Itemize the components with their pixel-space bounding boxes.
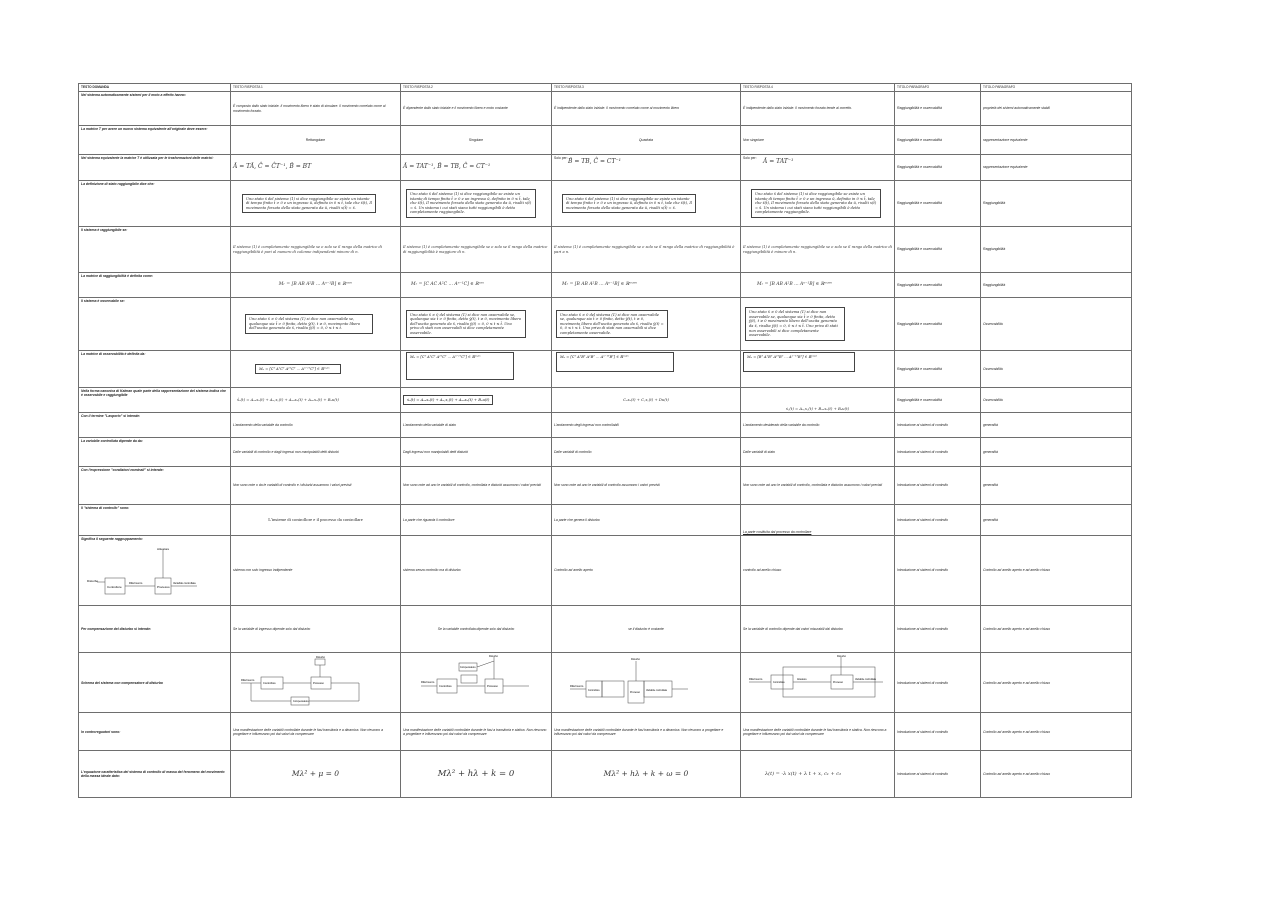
- diagram-label-controllore: Controllore: [263, 682, 276, 685]
- answer-cell[interactable]: [231, 273, 401, 298]
- definition-box: Uno stato x̄ del sistema (1) si dice raggiungibile se esiste un istante di tempo finito t̄ > 0 e un ingresso ū, definito in 0 ≤ t̄, tale che x̄(t), Il movimento forzato dello stato generato da ū, risulti x(t̄) = x̄.: [242, 194, 376, 214]
- answer-cell[interactable]: [741, 751, 895, 798]
- answer-cell[interactable]: Non singolare: [741, 126, 895, 155]
- paragraph-cell[interactable]: Controllo ad anello aperto e ad anello chiuso: [981, 606, 1132, 653]
- formula: x̂ₐ(t) = Aₐₐxₐ(t) + Aₐ꜀x꜀(t) + Aₐₒxₒ(t) + Aₐₙxₙ(t) + Bₐu(t): [237, 396, 339, 402]
- diagram-label-disturbo: Disturbo: [489, 655, 498, 658]
- question-cell[interactable]: La variabile controllata dipende da da:: [79, 438, 231, 467]
- diagram-label-variabile: Variabile controllata: [855, 678, 876, 681]
- paragraph-cell[interactable]: Introduzione ai sistemi di controllo: [895, 467, 981, 505]
- header-cell[interactable]: TITOLO PARAGRAFO: [981, 84, 1132, 92]
- formula: Mᵣ = [B AB A²B … Aⁿ⁻¹B] ∈ ℝⁿˣⁿᵐ: [562, 282, 638, 288]
- answer-cell[interactable]: [401, 181, 552, 227]
- diagram-label-controllore: Controllore: [773, 681, 785, 684]
- answer-cell[interactable]: [401, 155, 552, 181]
- definition-box: Uno stato x̄ ≠ 0 del sistema (1) si dice non osservabile se, qualunque sia t̄ > 0 finito, detto ȳ(t), t ≥ 0, movimento libero dell'uscita generato da x̄, risulta ȳ(t) = 0, 0 ≤ t ≤ t̄. Uno privo di stati non osservabili si dice completamente osservabile.: [556, 310, 668, 339]
- answer-cell[interactable]: sistema senza controllo ma di disturbo: [401, 536, 552, 606]
- diagram-label-riferimento: Riferimento: [421, 681, 435, 684]
- answer-cell[interactable]: L'andamento degli ingressi non controllabili: [552, 413, 741, 438]
- answer-cell[interactable]: L'andamento della variabile da controllo: [231, 413, 401, 438]
- question-cell[interactable]: Nella forma canonica di Kalman quale parte della rappresentazione del sistema indica che è osservabile e raggiungibile: [79, 388, 231, 413]
- answer-cell[interactable]: Quadrata: [552, 126, 741, 155]
- definition-box: Mₒ = [Cᵀ AᵀBᵀ A²Bᵀ … Aⁿ⁻¹ᵀBᵀ] ∈ ℝⁿˣᵖⁿ: [556, 352, 674, 372]
- diagram-label-riferimento: Riferimento: [749, 678, 763, 681]
- definition-box: Uno stato x̄ del sistema (1) si dice raggiungibile se esiste un istante di tempo finito t̄ > 0 e un ingresso ū, definito in 0 ≤ t̄, tale che x̄(t), Il movimento forzato dello stato generato da ū, risulti x(t̄) = x̄.: [562, 194, 696, 214]
- formula: λ(t) = -λ x(t) + λ t + x, c₁ + c₂: [765, 771, 842, 778]
- table-row: [79, 467, 1132, 505]
- answer-cell[interactable]: È dipendente dallo stato iniziale e il movimento libero e moto costante: [401, 92, 552, 126]
- diagram-label-processo: Processo: [833, 681, 843, 684]
- compensator-diagram-3: [552, 653, 740, 711]
- diagram-label-riferimento: Riferimento: [570, 685, 584, 688]
- answer-cell[interactable]: Dalle variabili di controllo e dagli ingressi non manipolabili detti disturbi: [231, 438, 401, 467]
- header-cell[interactable]: TESTO RISPOSTA 2: [401, 84, 552, 92]
- diagram-label-attuatore: Attuatore: [157, 547, 170, 552]
- diagram-label-controllore: Controllore: [107, 585, 122, 590]
- diagram-label-riferimento: Riferimento: [241, 679, 255, 682]
- definition-box: Uno stato x̄ del sistema (1) si dice raggiungibile se esiste un istante di tempo finito t̄ > 0 e un ingresso ū, definito in 0 ≤ t̄, tale che x̄(t̄), Il movimento forzato dello stato generato da ū, risulti x(t̄) = x̄. Un sistema i cui stati siano tutti raggiungibili è detto completamente raggiungibile.: [751, 189, 881, 218]
- answer-cell[interactable]: [401, 273, 552, 298]
- diagram-label-riferimento: Riferimento: [129, 582, 143, 586]
- question-cell[interactable]: Il sistema è osservabile se:: [79, 298, 231, 351]
- definition-box: Uno stato x̄ ≠ 0 del sistema (1) si dice non osservabile se, qualunque sia t̄ > 0 finito, detto ȳ(t), t ≥ 0, movimento libero dell'uscita generato da x̄, risulta ȳ(t) = 0, 0 ≤ t ≤ t̄. Uno privo di stati non osservabili si dice completamente osservabile.: [406, 310, 526, 339]
- answer-cell[interactable]: se il disturbo è costante: [552, 606, 741, 653]
- formula: ẋₐ(t) = Aₐₐxₐ(t) + Aₐ꜀x꜀(t) + Aₐₒxₒ(t) + Bₐu(t): [403, 395, 493, 406]
- formula: Â = TAT⁻¹: [763, 158, 794, 166]
- paragraph-cell[interactable]: Raggiungibilità: [981, 227, 1132, 273]
- answer-cell[interactable]: [552, 351, 741, 388]
- answer-cell[interactable]: controllo ad anello chiuso: [741, 536, 895, 606]
- answer-cell[interactable]: [401, 653, 552, 713]
- question-cell[interactable]: La matrice di osservabilità è definita da:: [79, 351, 231, 388]
- spreadsheet: [78, 83, 1131, 798]
- paragraph-cell[interactable]: Introduzione ai sistemi di controllo: [895, 505, 981, 536]
- paragraph-cell[interactable]: generalità: [981, 438, 1132, 467]
- answer-cell[interactable]: Una manifestazione delle variabili controllate durante le fasi transitoria e a dinamica. Non riescono a progettare e influenzano poi dai valori da compensare: [552, 713, 741, 751]
- paragraph-cell[interactable]: Introduzione ai sistemi di controllo: [895, 751, 981, 798]
- question-cell[interactable]: [79, 536, 231, 606]
- answer-cell[interactable]: Se la variabile controllata dipende solo dal disturbo: [401, 606, 552, 653]
- question-cell[interactable]: Con l'espressione "condizioni nominali" si intende:: [79, 467, 231, 505]
- paragraph-cell[interactable]: generalità: [981, 505, 1132, 536]
- question-cell[interactable]: Nel sistema automaticamente sistemi per il moto a effetto hanno:: [79, 92, 231, 126]
- answer-prefix: Solo per:: [743, 156, 757, 160]
- table-row: [79, 273, 1132, 298]
- answer-cell[interactable]: Rettangolare: [231, 126, 401, 155]
- answer-cell[interactable]: [231, 751, 401, 798]
- table-row: [79, 298, 1132, 351]
- table-row: [79, 126, 1132, 155]
- answer-cell[interactable]: È indipendente dallo stato iniziale. Il movimento forzato tende al corretto.: [741, 92, 895, 126]
- definition-box: Mₒ = [Bᵀ AᵀBᵀ A²ᵀBᵀ … Aⁿ⁻¹ᵀBᵀ] ∈ ℝⁿˣᵖⁿ: [743, 352, 855, 372]
- answer-cell[interactable]: [552, 388, 741, 413]
- answer-cell[interactable]: Una manifestazione delle variabili controllate durante le fasi transitoria e statica. Non riescono a progettare e influenzano poi dai valori da compensare: [741, 713, 895, 751]
- question-text: Significa il seguente raggruppamento:: [81, 537, 143, 541]
- header-cell[interactable]: TESTO RISPOSTA 4: [741, 84, 895, 92]
- paragraph-cell[interactable]: Controllo ad anello aperto e ad anello chiuso: [981, 751, 1132, 798]
- diagram-label-variabile: Variabile controllata: [646, 689, 667, 692]
- compensator-diagram-2: [401, 653, 551, 711]
- answer-cell[interactable]: È indipendente dallo stato iniziale. Il movimento correlato come al movimento libero: [552, 92, 741, 126]
- answer-cell[interactable]: [552, 273, 741, 298]
- formula: Â = TAT⁻¹, B̂ = TB, Ĉ = CT⁻¹: [403, 163, 491, 171]
- open-loop-diagram: [79, 542, 229, 602]
- answer-cell[interactable]: Controllo ad anello aperto: [552, 536, 741, 606]
- diagram-label-disturbo: Disturbo: [87, 579, 99, 584]
- answer-cell[interactable]: Il sistema (1) è completamente raggiungibile se e solo se il rango della matrice di raggiungibilità è pari a n.: [552, 227, 741, 273]
- table-row: [79, 536, 1132, 606]
- formula: Mᵣ = [B AB A²B … Aⁿ⁻¹B] ∈ ℝⁿˣᵐ: [278, 282, 353, 288]
- paragraph-cell[interactable]: Introduzione ai sistemi di controllo: [895, 536, 981, 606]
- answer-cell[interactable]: Dagli ingressi non manipolabili detti disturbi: [401, 438, 552, 467]
- answer-cell[interactable]: [231, 181, 401, 227]
- diagram-label-processo: Processo: [157, 585, 170, 590]
- paragraph-cell[interactable]: rappresentazione equivalente: [981, 126, 1132, 155]
- formula: Mλ² + hλ + k + ω = 0: [603, 768, 689, 778]
- compensator-diagram-4: [741, 653, 895, 711]
- answer-cell[interactable]: [552, 181, 741, 227]
- answer-cell[interactable]: [401, 298, 552, 351]
- answer-cell[interactable]: [741, 298, 895, 351]
- answer-cell[interactable]: Se la variabile di ingresso dipende solo dal disturbo: [231, 606, 401, 653]
- definition-box: Mₒ = [Cᵀ AᵀCᵀ A²ᵀCᵀ … Aⁿ⁻¹ᵀCᵀ] ∈ ℝⁿˣᵖⁿ: [406, 352, 514, 380]
- answer-cell[interactable]: La parte che genera il disturbo: [552, 505, 741, 536]
- diagram-label-processo: Processo: [313, 682, 324, 685]
- question-table: [78, 83, 1132, 798]
- diagram-label-compensatore: Compensatore: [293, 700, 309, 703]
- answer-cell[interactable]: La parte costituita dal processo da controllare: [741, 505, 895, 536]
- table-row: [79, 227, 1132, 273]
- answer-cell[interactable]: [231, 653, 401, 713]
- formula: Cₐxₐ(t) + C꜀x꜀(t) + Du(t): [623, 396, 669, 402]
- definition-box: Uno stato x̄ ≠ 0 del sistema (1) si dice non osservabile se, qualunque sia t̄ > 0 finito, detto ȳ(t), t ≥ 0, movimento libero dell'uscita generato da x̄, risulta ȳ(t) = 0, 0 ≤ t ≤ t̄.: [245, 314, 373, 334]
- paragraph-cell[interactable]: Controllo ad anello aperto e ad anello chiuso: [981, 653, 1132, 713]
- paragraph-cell[interactable]: Raggiungibilità e osservabilità: [895, 298, 981, 351]
- question-cell[interactable]: Il sistema è raggiungibile se:: [79, 227, 231, 273]
- formula: Ã = TÃ, Ĉ = ĈT⁻¹, B̂ = BT: [233, 163, 312, 171]
- table-row: [79, 653, 1132, 713]
- formula: ẋ꜀(t) = Aₐ꜀x꜀(t) + Bₐₙxₙ(t) + Bₐu(t): [785, 405, 850, 411]
- table-row: [79, 388, 1132, 413]
- paragraph-cell[interactable]: proprietà dei sistemi automaticamente stabili: [981, 92, 1132, 126]
- question-cell[interactable]: Nel sistema equivalente la matrice T è utilizzata per le trasformazioni delle matrici:: [79, 155, 231, 181]
- answer-cell[interactable]: Singolare: [401, 126, 552, 155]
- table-row: [79, 438, 1132, 467]
- answer-cell[interactable]: [231, 155, 401, 181]
- answer-cell[interactable]: La parte che riguarda il controllore: [401, 505, 552, 536]
- answer-cell[interactable]: [231, 351, 401, 388]
- diagram-label-processo: Processo: [487, 685, 498, 688]
- paragraph-cell[interactable]: Raggiungibilità e osservabilità: [895, 181, 981, 227]
- table-row: [79, 505, 1132, 536]
- question-cell[interactable]: La matrice T per avere un nuovo sistema equivalente all'originale deve essere:: [79, 126, 231, 155]
- header-cell[interactable]: TESTO RISPOSTA 1: [231, 84, 401, 92]
- paragraph-cell[interactable]: Raggiungibilità e osservabilità: [895, 273, 981, 298]
- answer-cell[interactable]: [741, 273, 895, 298]
- diagram-label-disturbo: Disturbo: [316, 656, 325, 659]
- header-cell[interactable]: TESTO RISPOSTA 3: [552, 84, 741, 92]
- header-row: [79, 84, 1132, 92]
- paragraph-cell[interactable]: Raggiungibilità: [981, 273, 1132, 298]
- diagram-label-variabile: Variabile controllata: [173, 582, 196, 586]
- answer-cell[interactable]: Se la variabile di controllo dipende dai valori misurabili dal disturbo: [741, 606, 895, 653]
- answer-cell[interactable]: [552, 653, 741, 713]
- paragraph-cell[interactable]: Introduzione ai sistemi di controllo: [895, 653, 981, 713]
- answer-cell[interactable]: [741, 388, 895, 413]
- answer-cell[interactable]: Dalle variabili di stato: [741, 438, 895, 467]
- answer-cell[interactable]: [552, 298, 741, 351]
- answer-cell[interactable]: È composto dallo stato iniziale. Il movimento libero è stato di simulare. Il movimento correlato come al movimento forzato.: [231, 92, 401, 126]
- answer-cell[interactable]: Non sono note o da le variabili di controllo e i disturbi assumono i valori previsti: [231, 467, 401, 505]
- paragraph-cell[interactable]: Osservabilità: [981, 351, 1132, 388]
- answer-cell[interactable]: [741, 181, 895, 227]
- diagram-label-disturbo: Disturbo: [631, 658, 640, 661]
- paragraph-cell[interactable]: generalità: [981, 413, 1132, 438]
- answer-cell[interactable]: Non sono note ad uno le variabili di controllo assumono i valori previsti: [552, 467, 741, 505]
- answer-cell[interactable]: Il sistema (1) è completamente raggiungibile se e solo se il rango della matrice di raggiungibilità è minore di n.: [741, 227, 895, 273]
- table-row: [79, 155, 1132, 181]
- definition-box: Uno stato x̄ ≠ 0 del sistema (1) si dice non osservabile se, qualunque sia t̄ > 0 finito, detto ȳ(t), t ≥ 0 movimento libero dell'uscita generato da x̄, risulta ȳ(t) = 0, 0 ≤ t ≤ t̄. Uno privo di stati non osservabili si dice completamente osservabile.: [745, 307, 845, 341]
- answer-cell[interactable]: Una manifestazione delle variabili controllate durante le fasi a transitoria e statica. Non riescono a progettare e influenzano poi dai valori da compensare: [401, 713, 552, 751]
- formula: Mλ² + μ = 0: [291, 768, 340, 778]
- paragraph-cell[interactable]: Raggiungibilità e osservabilità: [895, 92, 981, 126]
- answer-cell[interactable]: [741, 653, 895, 713]
- definition-box: Uno stato x̄ del sistema (1) si dice raggiungibile se esiste un istante di tempo finito t̄ > 0 e un ingresso ū, definito in 0 ≤ t̄, tale che x̄(t̄), Il movimento forzato dello stato generato da ū, risulti x(t̄) = x̄. Un sistema i cui stati siano tutti raggiungibili è detto completamente raggiungibile.: [406, 189, 536, 218]
- paragraph-cell[interactable]: Raggiungibilità: [981, 181, 1132, 227]
- question-cell[interactable]: Con il termine "Lasporto" si intende:: [79, 413, 231, 438]
- question-cell[interactable]: Schema del sistema con compensatore di disturbo: [79, 653, 231, 713]
- paragraph-cell[interactable]: Introduzione ai sistemi di controllo: [895, 606, 981, 653]
- question-cell[interactable]: Per compensazione del disturbo si intende:: [79, 606, 231, 653]
- definition-box: Mₒ = [Cᵀ AᵀCᵀ A²ᵀCᵀ … Aⁿ⁻¹ᵀCᵀ] ∈ ℝⁿˣᵖⁿ: [255, 364, 341, 375]
- paragraph-cell[interactable]: Introduzione ai sistemi di controllo: [895, 438, 981, 467]
- paragraph-cell[interactable]: rappresentazione equivalente: [981, 155, 1132, 181]
- answer-cell[interactable]: Non sono note ad uno le variabili di controllo, controllata e disturbi assumono i valori previsti: [401, 467, 552, 505]
- answer-cell[interactable]: Una manifestazione delle variabili controllate durante le fasi transitoria e a dinamica. Non riescono a progettare e influenzano poi dai valori da compensare: [231, 713, 401, 751]
- answer-cell[interactable]: [741, 155, 895, 181]
- table-row: [79, 92, 1132, 126]
- paragraph-cell[interactable]: Osservabilità: [981, 298, 1132, 351]
- diagram-label-controllore: Controllore: [588, 689, 600, 692]
- answer-cell[interactable]: Non sono note ad uno le variabili di controllo, controllata e disturbo assumono i valori previsti: [741, 467, 895, 505]
- paragraph-cell[interactable]: Introduzione ai sistemi di controllo: [895, 713, 981, 751]
- diagram-label-processo: Processo: [630, 691, 640, 694]
- diagram-label-compensatore: Compensatore: [460, 666, 476, 669]
- answer-cell[interactable]: [401, 351, 552, 388]
- answer-cell[interactable]: [552, 751, 741, 798]
- question-cell[interactable]: La definizione di stato raggiungibile dice che:: [79, 181, 231, 227]
- table-row: [79, 713, 1132, 751]
- formula: B̂ = TB, Ĉ = CT⁻¹: [568, 158, 622, 166]
- answer-cell[interactable]: L'andamento della variabile di stato: [401, 413, 552, 438]
- header-cell[interactable]: TITOLO PARAGRAFO: [895, 84, 981, 92]
- paragraph-cell[interactable]: Raggiungibilità e osservabilità: [895, 126, 981, 155]
- answer-cell[interactable]: [231, 388, 401, 413]
- table-row: [79, 351, 1132, 388]
- formula: Mλ² + hλ + k = 0: [437, 768, 515, 779]
- answer-cell[interactable]: [552, 155, 741, 181]
- compensator-diagram-1: [231, 653, 399, 711]
- answer-cell[interactable]: L'insieme di controllore e il processo da controllare: [231, 505, 401, 536]
- answer-cell[interactable]: sistema con solo ingresso indipendente: [231, 536, 401, 606]
- question-cell[interactable]: Il "sistema di controllo" sono:: [79, 505, 231, 536]
- table-row: [79, 181, 1132, 227]
- answer-cell[interactable]: [231, 298, 401, 351]
- paragraph-cell[interactable]: Raggiungibilità e osservabilità: [895, 227, 981, 273]
- answer-prefix: Solo per:: [554, 156, 568, 160]
- question-cell[interactable]: In controreguatori sono:: [79, 713, 231, 751]
- paragraph-cell[interactable]: Raggiungibilità e osservabilità: [895, 155, 981, 181]
- paragraph-cell[interactable]: Controllo ad anello aperto e ad anello chiuso: [981, 713, 1132, 751]
- formula: Mᵣ = [C AC A²C … Aⁿ⁻¹C] ∈ ℝⁿˣⁿ: [411, 282, 485, 288]
- answer-cell[interactable]: [401, 751, 552, 798]
- table-row: [79, 751, 1132, 798]
- table-row: [79, 606, 1132, 653]
- answer-cell[interactable]: Il sistema (1) è completamente raggiungibile se e solo se il rango della matrice di raggiungibilità è pari al numero di colonne indipendenti minore di n.: [231, 227, 401, 273]
- answer-cell[interactable]: [741, 351, 895, 388]
- paragraph-cell[interactable]: Raggiungibilità e osservabilità: [895, 351, 981, 388]
- diagram-label-disturbo: Disturbo: [837, 655, 846, 658]
- answer-cell[interactable]: L'andamento desiderato della variabile da controllo: [741, 413, 895, 438]
- diagram-label-controllore: Controllore: [439, 685, 452, 688]
- paragraph-cell[interactable]: Raggiungibilità e osservabilità: [895, 388, 981, 413]
- paragraph-cell[interactable]: generalità: [981, 467, 1132, 505]
- table-row: [79, 413, 1132, 438]
- answer-cell[interactable]: Il sistema (1) è completamente raggiungibile se e solo se il rango della matrice di raggiungibilità è maggiore di n.: [401, 227, 552, 273]
- question-cell[interactable]: La matrice di raggiungibilità è definita come:: [79, 273, 231, 298]
- formula: Mᵣ = [B AB A²B … Aⁿ⁻¹B] ∈ ℝⁿˣⁿᵐ: [757, 282, 833, 288]
- question-cell[interactable]: L'equazione caratteristica del sistema di controllo di massa del fenomeno del movimento della massa ideale dato:: [79, 751, 231, 798]
- paragraph-cell[interactable]: Osservabilità: [981, 388, 1132, 413]
- answer-cell[interactable]: [401, 388, 552, 413]
- paragraph-cell[interactable]: Introduzione ai sistemi di controllo: [895, 413, 981, 438]
- header-cell[interactable]: TESTO DOMANDA: [79, 84, 231, 92]
- answer-cell[interactable]: Dalle variabili di controllo: [552, 438, 741, 467]
- paragraph-cell[interactable]: Controllo ad anello aperto e ad anello chiuso: [981, 536, 1132, 606]
- diagram-label-attuatore: Attuatore: [797, 678, 807, 681]
